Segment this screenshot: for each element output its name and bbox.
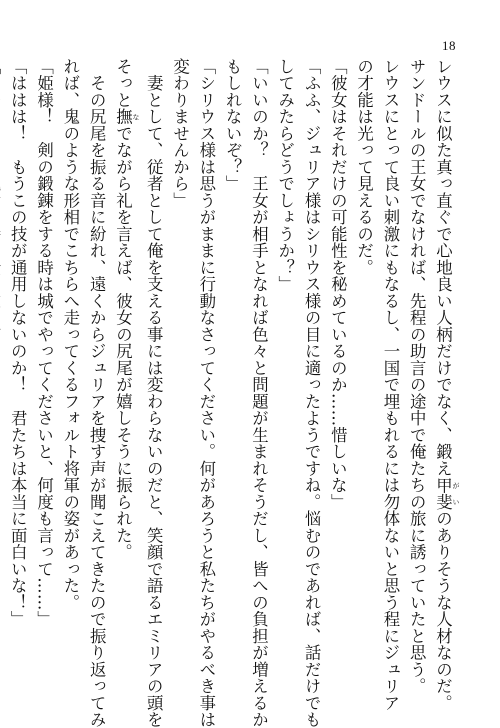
- text-line-12: 妻として、従者として俺を支える事には変わらないのだと、笑顔で語るエミリアの頭を: [144, 58, 164, 728]
- text-line-13: そっと撫 なでながら礼を言えば、彼女の尻尾が嬉しそうに振られた。: [113, 58, 140, 561]
- text-line-17: 「ははは！ もうこの技が通用しないのか！ 君たちは本当に面白いな！」: [8, 58, 28, 628]
- text-line-2: サンドールの王女でなければ、先程の助言の途中で俺たちの旅に誘っていたと思う。: [407, 58, 427, 695]
- page-number: 18: [442, 38, 456, 53]
- text-line-1: レウスに似た真っ直ぐで心地良い人柄だけでなく、鍛え甲斐 がいのありそうな人材なのだ。: [433, 58, 460, 712]
- text-line-7: してみたらどうでしょうか？」: [275, 58, 295, 293]
- text-line-3: レウスにとって良い刺激にもなるし、一国で埋もれるには勿体ないと思う程にジュリア: [380, 58, 400, 712]
- text-line-4: の才能は光って見えるのだ。: [354, 58, 374, 276]
- text-line-14: その尻尾を振る音に紛れ、遠くからジュリアを捜す声が聞こえてきたので振り返ってみ: [87, 58, 107, 728]
- ruby-kai: 甲斐 がい: [433, 476, 460, 511]
- text-line-16: 「姫様！ 剣の鍛錬をする時は城でやってくださいと、何度も言って……」: [34, 58, 54, 628]
- text-line-11: 変わりませんから」: [170, 58, 190, 209]
- ruby-na: 撫 な: [113, 108, 140, 125]
- text-line-10: 「シリウス様は思うがままに行動なさってください。何があろうと私たちがやるべき事は: [196, 58, 216, 728]
- text-line-6: 「ふふ、ジュリア様はシリウス様の目に適ったようですね。悩むのであれば、話だけでも: [302, 58, 322, 728]
- text-line-5: 「彼女はそれだけの可能性を秘めているのか……惜しいな」: [328, 58, 348, 511]
- novel-body-text: [0, 58, 460, 728]
- text-line-9: もしれないぞ？」: [223, 58, 243, 192]
- text-line-8: 「いいのか？ 王女が相手となれば色々と問題が生まれそうだし、皆への負担が増えるか: [249, 58, 269, 728]
- text-line-15: れば、鬼のような形相でこちらへ走ってくるフォルト将軍の姿があった。: [60, 58, 80, 611]
